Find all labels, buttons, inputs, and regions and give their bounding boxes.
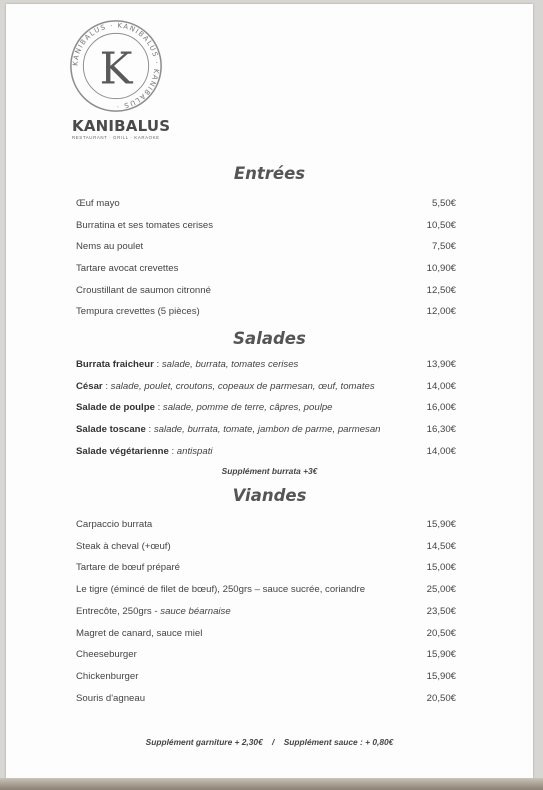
item-name: Chickenburger: [76, 671, 139, 682]
item-name: Steak à cheval (+œuf): [76, 541, 171, 552]
menu-item: [76, 424, 456, 438]
logo-letter: K: [99, 43, 133, 95]
item-description: salade, pomme de terre, câpres, poulpe: [162, 402, 333, 413]
menu-page: [6, 4, 533, 778]
item-name: Magret de canard, sauce miel: [76, 628, 203, 639]
item-price: 16,30€: [426, 424, 456, 435]
item-name: Œuf mayo: [76, 198, 120, 209]
supplement-sauce: Supplément sauce : + 0,80€: [283, 737, 394, 747]
item-name: Cheeseburger: [76, 649, 137, 660]
item-name: Salade de poulpe : salade, pomme de terre, câpres, poulpe: [76, 402, 333, 413]
menu-item: [76, 241, 456, 255]
item-price: 15,90€: [426, 519, 456, 530]
item-price: 12,50€: [426, 285, 456, 296]
menu-item: [76, 306, 456, 320]
supplement-garniture: Supplément garniture + 2,30€: [145, 737, 263, 747]
menu-item: [76, 584, 456, 598]
item-price: 20,50€: [426, 628, 456, 639]
item-name: Entrecôte, 250grs - sauce béarnaise: [76, 606, 231, 617]
item-name: Salade toscane : salade, burrata, tomate, jambon de parme, parmesan: [76, 424, 381, 435]
item-description: antispati: [176, 446, 213, 457]
item-price: 15,00€: [426, 562, 456, 573]
item-price: 7,50€: [431, 241, 456, 252]
item-name: Nems au poulet: [76, 241, 144, 252]
section-title-entrees: Entrées: [233, 164, 306, 183]
item-name: Salade végétarienne : antispati: [76, 446, 213, 457]
logo-ring-text: KANIBALUS · KANIBALUS · KANIBALUS ·: [71, 21, 161, 111]
item-price: 14,50€: [426, 541, 456, 552]
item-price: 10,50€: [426, 220, 456, 231]
item-price: 10,90€: [426, 263, 456, 274]
item-name: Burrata fraicheur : salade, burrata, tomates cerises: [76, 359, 299, 370]
item-name: Tempura crevettes (5 pièces): [76, 306, 200, 317]
item-price: 13,90€: [426, 359, 456, 370]
kanibalus-logo: [68, 18, 164, 114]
item-name: Le tigre (émincé de filet de bœuf), 250grs – sauce sucrée, coriandre: [76, 584, 366, 595]
item-price: 15,90€: [426, 649, 456, 660]
supplement-burrata-note: Supplément burrata +3€: [221, 466, 318, 476]
menu-item: [76, 671, 456, 685]
brand-name: KANIBALUS: [72, 117, 171, 135]
scan-edge: [0, 778, 543, 790]
footer-supplements: [6, 737, 533, 747]
item-name: Burratina et ses tomates cerises: [76, 220, 214, 231]
item-name: César : salade, poulet, croutons, copeaux de parmesan, œuf, tomates: [76, 381, 375, 392]
menu-item: [76, 263, 456, 277]
menu-item: [76, 606, 456, 620]
menu-item: [76, 220, 456, 234]
item-price: 15,90€: [426, 671, 456, 682]
item-price: 12,00€: [426, 306, 456, 317]
section-title-salades: Salades: [233, 329, 306, 348]
item-description: salade, burrata, tomates cerises: [161, 359, 299, 370]
menu-item: [76, 541, 456, 555]
menu-item: [76, 562, 456, 576]
item-price: 23,50€: [426, 606, 456, 617]
item-description: sauce béarnaise: [160, 606, 231, 617]
brand-tagline: RESTAURANT · GRILL · KARAOKE: [72, 135, 160, 140]
item-name: Tartare avocat crevettes: [76, 263, 179, 274]
menu-item: [76, 628, 456, 642]
item-name: Souris d'agneau: [76, 693, 146, 704]
item-name: Carpaccio burrata: [76, 519, 153, 530]
item-price: 14,00€: [426, 446, 456, 457]
item-name: Tartare de bœuf préparé: [76, 562, 180, 573]
footer-separator: /: [272, 737, 275, 747]
item-description: salade, poulet, croutons, copeaux de parmesan, œuf, tomates: [110, 381, 375, 392]
item-price: 14,00€: [426, 381, 456, 392]
item-description: salade, burrata, tomate, jambon de parme, parmesan: [153, 424, 381, 435]
item-price: 5,50€: [431, 198, 456, 209]
menu-item: [76, 198, 456, 212]
item-price: 16,00€: [426, 402, 456, 413]
item-price: 25,00€: [426, 584, 456, 595]
menu-item: [76, 649, 456, 663]
menu-item: [76, 285, 456, 299]
menu-item: [76, 402, 456, 416]
item-name: Croustillant de saumon citronné: [76, 285, 211, 296]
section-title-viandes: Viandes: [232, 486, 307, 505]
menu-item: [76, 446, 456, 460]
menu-item: [76, 693, 456, 707]
menu-item: [76, 359, 456, 373]
menu-item: [76, 519, 456, 533]
menu-item: [76, 381, 456, 395]
item-price: 20,50€: [426, 693, 456, 704]
